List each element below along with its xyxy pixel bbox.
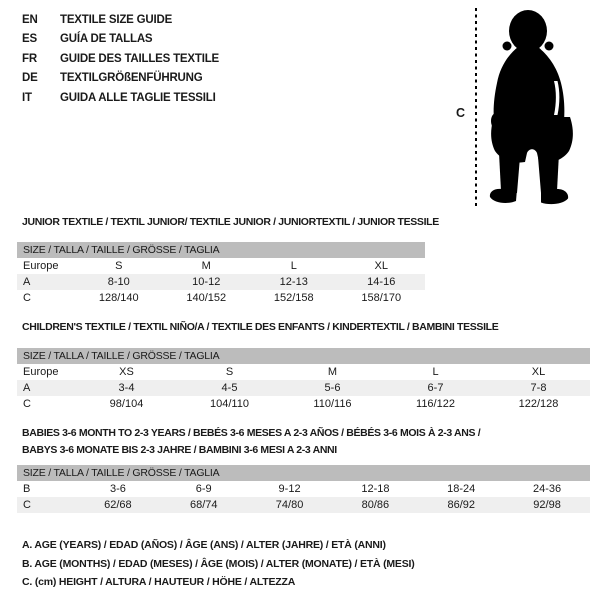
babies-size-table — [17, 465, 590, 513]
footnote-list — [22, 536, 415, 592]
measure-label-c: C — [456, 106, 466, 120]
height-measure-line — [475, 8, 477, 206]
value-cell: 86/92 — [447, 499, 475, 511]
value-cell: 62/68 — [104, 499, 132, 511]
language-code: EN — [22, 14, 38, 26]
size-header-row — [17, 242, 425, 258]
value-cell: 116/122 — [416, 398, 455, 410]
size-header-row — [17, 465, 590, 481]
row-label-cell: Europe — [23, 366, 59, 378]
value-cell: 10-12 — [192, 276, 221, 288]
language-code: ES — [22, 33, 37, 46]
language-label: GUIDE DES TAILLES TEXTILE — [60, 52, 219, 65]
height-cm-row — [17, 396, 590, 412]
value-cell: 3-6 — [109, 483, 126, 495]
value-cell: 24-36 — [533, 483, 562, 495]
language-row-de — [22, 69, 219, 88]
column-header-row — [17, 364, 590, 380]
language-code: IT — [22, 91, 32, 104]
row-label-cell: C — [23, 499, 31, 511]
value-cell: 3-4 — [118, 382, 135, 394]
size-header-bar: SIZE / TALLA / TAILLE / GRÖSSE / TAGLIA — [17, 348, 590, 364]
row-label-cell: A — [23, 276, 31, 288]
language-code: FR — [22, 52, 37, 65]
value-cell: 4-5 — [221, 382, 238, 394]
value-cell: 122/128 — [518, 398, 559, 410]
age-years-row — [17, 380, 590, 396]
baby-silhouette-icon — [486, 5, 576, 207]
height-cm-row — [17, 497, 590, 513]
babies-table-title-line2: BABYS 3-6 MONATE BIS 2-3 JAHRE / BAMBINI 3-6 MESI A 2-3 ANNI — [22, 444, 337, 456]
value-cell: 98/104 — [109, 398, 144, 410]
value-cell: 140/152 — [186, 292, 227, 304]
age-months-row — [17, 481, 590, 497]
language-label: GUÍA DE TALLAS — [60, 33, 153, 46]
value-cell: 6-9 — [195, 483, 212, 495]
size-column-header: XL — [374, 260, 388, 272]
value-cell: 12-13 — [279, 276, 308, 288]
size-column-header: M — [327, 366, 338, 378]
junior-size-table — [17, 242, 425, 306]
value-cell: 6-7 — [427, 382, 444, 394]
junior-table-title: JUNIOR TEXTILE / TEXTIL JUNIOR/ TEXTILE JUNIOR / JUNIORTEXTIL / JUNIOR TESSILE — [22, 216, 439, 228]
size-column-header: S — [115, 260, 123, 272]
size-column-header: L — [432, 366, 439, 378]
size-column-header: XS — [119, 366, 134, 378]
value-cell: 7-8 — [530, 382, 547, 394]
footnote-b: B. AGE (MONTHS) / EDAD (MESES) / ÂGE (MOIS) / ALTER (MONATE) / ETÀ (MESI) — [22, 557, 415, 570]
value-cell: 80/86 — [361, 499, 390, 511]
language-label: TEXTILE SIZE GUIDE — [60, 14, 173, 26]
size-column-header: M — [201, 260, 211, 272]
value-cell: 9-12 — [278, 483, 301, 495]
size-header-row — [17, 348, 590, 364]
value-cell: 92/98 — [533, 499, 561, 511]
age-years-row — [17, 274, 425, 290]
row-label-cell: C — [23, 398, 31, 410]
language-list — [22, 11, 219, 108]
size-header-bar: SIZE / TALLA / TAILLE / GRÖSSE / TAGLIA — [17, 465, 590, 481]
language-row-fr — [22, 50, 219, 69]
value-cell: 14-16 — [367, 276, 396, 288]
size-column-header: L — [290, 260, 297, 272]
value-cell: 128/140 — [98, 292, 139, 304]
footnote-a: A. AGE (YEARS) / EDAD (AÑOS) / ÂGE (ANS) / ALTER (JAHRE) / ETÀ (ANNI) — [22, 539, 386, 551]
value-cell: 152/158 — [273, 292, 314, 304]
footnote-c: C. (cm) HEIGHT / ALTURA / HAUTEUR / HÖHE / ALTEZZA — [22, 576, 296, 589]
row-label-cell: A — [23, 382, 31, 394]
size-column-header: XL — [531, 366, 546, 378]
language-label: TEXTILGRÖßENFÜHRUNG — [60, 72, 203, 85]
column-header-row — [17, 258, 425, 274]
language-row-it — [22, 89, 219, 108]
language-row-en — [22, 11, 219, 30]
value-cell: 12-18 — [361, 483, 390, 495]
value-cell: 18-24 — [447, 483, 476, 495]
language-code: DE — [22, 72, 38, 85]
value-cell: 68/74 — [189, 499, 218, 511]
value-cell: 74/80 — [275, 499, 304, 511]
size-column-header: S — [225, 366, 234, 378]
row-label-cell: B — [23, 483, 31, 495]
language-row-es — [22, 30, 219, 49]
row-label-cell: Europe — [23, 260, 59, 272]
row-label-cell: C — [23, 292, 31, 304]
babies-table-title-line1: BABIES 3-6 MONTH TO 2-3 YEARS / BEBÉS 3-6 MESES A 2-3 AÑOS / BÉBÉS 3-6 MOIS À 2-3 ANS / — [22, 427, 481, 439]
height-cm-row — [17, 290, 425, 306]
size-header-bar: SIZE / TALLA / TAILLE / GRÖSSE / TAGLIA — [17, 242, 425, 258]
children-table-title: CHILDREN'S TEXTILE / TEXTIL NIÑO/A / TEXTILE DES ENFANTS / KINDERTEXTIL / BAMBINI TESSILE — [22, 321, 499, 333]
value-cell: 110/116 — [313, 398, 352, 410]
value-cell: 5-6 — [324, 382, 341, 394]
value-cell: 158/170 — [361, 292, 402, 304]
language-label: GUIDA ALLE TAGLIE TESSILI — [60, 91, 216, 104]
children-size-table — [17, 348, 590, 412]
value-cell: 8-10 — [107, 276, 130, 288]
value-cell: 104/110 — [210, 398, 249, 410]
